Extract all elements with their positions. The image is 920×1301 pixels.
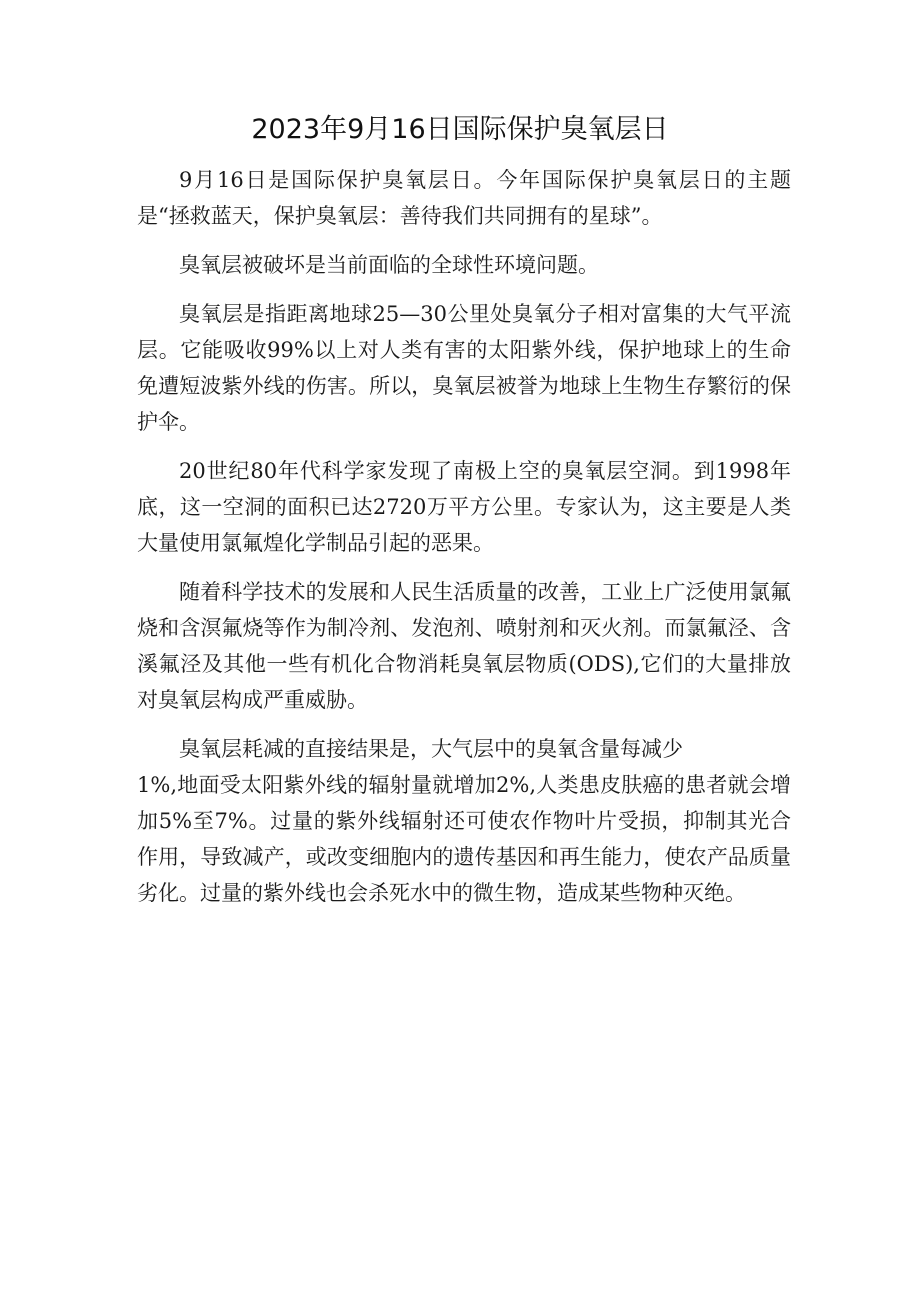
paragraph-ozone-hole: 20世纪80年代科学家发现了南极上空的臭氧层空洞。到1998年底，这一空洞的面积已达2720万平方公里。专家认为，这主要是人类大量使用氯氟煌化学制品引起的恶果。 bbox=[137, 459, 791, 555]
paragraph-ods: 随着科学技术的发展和人民生活质量的改善，工业上广泛使用氯氟烧和含溟氟烧等作为制冷剂、发泡剂、喷射剂和灭火剂。而氯氟泾、含溪氟泾及其他一些有机化合物消耗臭氧层物质(ODS),它们的大量排放对臭氧层构成严重威胁。 bbox=[137, 580, 791, 712]
document-title: 2023年9月16日国际保护臭氧层日 bbox=[251, 114, 669, 145]
paragraph-consequences: 1%,地面受太阳紫外线的辐射量就增加2%,人类患皮肤癌的患者就会增加5%至7%。过量的紫外线辐射还可使农作物叶片受损，抑制其光合作用，导致减产，或改变细胞内的遗传基因和再生能力，使农产品质量劣化。过量的紫外线也会杀死水中的微生物，造成某些物种灭绝。 bbox=[137, 773, 791, 905]
paragraph-consequences-intro: 臭氧层耗减的直接结果是，大气层中的臭氧含量每减少 bbox=[179, 737, 683, 761]
document-body bbox=[137, 162, 791, 924]
paragraph-problem: 臭氧层被破坏是当前面临的全球性环境问题。 bbox=[179, 253, 599, 277]
paragraph-definition: 臭氧层是指距离地球25—30公里处臭氧分子相对富集的大气平流层。它能吸收99%以上对人类有害的太阳紫外线，保护地球上的生命免遭短波紫外线的伤害。所以，臭氧层被誉为地球上生物生存繁衍的保护伞。 bbox=[137, 302, 791, 434]
paragraph-theme: 9月16日是国际保护臭氧层日。今年国际保护臭氧层日的主题是“拯救蓝天，保护臭氧层：善待我们共同拥有的星球”。 bbox=[137, 168, 791, 228]
